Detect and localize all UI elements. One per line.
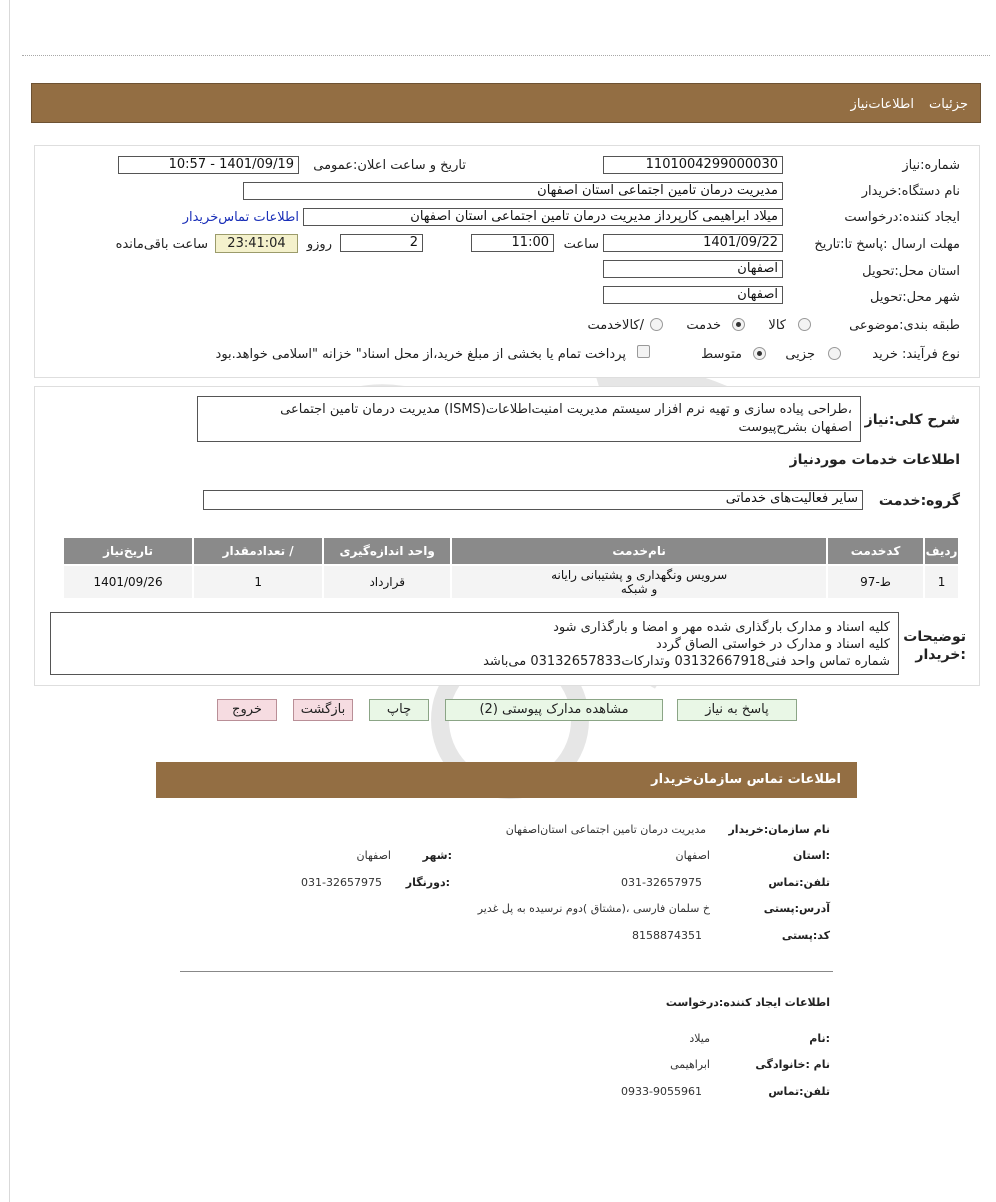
need-number-field: 1101004299000030 bbox=[603, 156, 783, 174]
service-group-label: گروه:خدمت bbox=[878, 493, 960, 509]
cell-name bbox=[451, 565, 827, 599]
category-label: طبقه بندی:موضوعی bbox=[849, 318, 960, 333]
service-group-field: سایر فعالیت‌های خدماتی bbox=[203, 490, 863, 510]
view-attachments-button[interactable]: مشاهده مدارک پیوستی (2) bbox=[445, 699, 663, 721]
col-date: تاریخ‌نیاز bbox=[63, 537, 193, 565]
buyer-notes-label-line1: توضیحات bbox=[903, 629, 966, 645]
province-label: استان محل:تحویل bbox=[862, 264, 960, 279]
col-name: نام‌خدمت bbox=[451, 537, 827, 565]
top-divider bbox=[22, 55, 990, 56]
need-info-panel bbox=[34, 145, 980, 378]
creator-label: ایجاد کننده:درخواست bbox=[844, 210, 960, 225]
buyer-org-field: مدیریت درمان تامین اجتماعی استان اصفهان bbox=[243, 182, 783, 200]
org-name-label: نام سازمان:خریدار bbox=[728, 823, 830, 836]
contact-postal-value: 8158874351 bbox=[632, 929, 702, 942]
creator-info-title: اطلاعات ایجاد کننده:درخواست bbox=[665, 996, 830, 1009]
deadline-label: مهلت ارسال :پاسخ تا:تاریخ bbox=[814, 237, 960, 252]
radio-medium[interactable] bbox=[753, 347, 766, 360]
radio-goods-service[interactable] bbox=[650, 318, 663, 331]
print-button[interactable]: چاپ bbox=[369, 699, 429, 721]
exit-button[interactable]: خروج bbox=[217, 699, 277, 721]
tab-details[interactable]: جزئیات bbox=[929, 97, 968, 112]
buyer-notes-box bbox=[50, 612, 899, 675]
deadline-time-label: ساعت bbox=[563, 237, 599, 252]
cell-row: 1 bbox=[924, 565, 959, 599]
buyer-org-label: نام دستگاه:خریدار bbox=[861, 184, 960, 199]
table-header-row bbox=[63, 537, 959, 565]
contact-phone-value: 031-32657975 bbox=[621, 876, 702, 889]
cell-code: ط-97 bbox=[827, 565, 924, 599]
buyer-note-line2: کلیه اسناد و مدارک در خواستی الصاق گردد bbox=[656, 637, 890, 652]
buyer-notes-label-line2: :خریدار bbox=[915, 647, 966, 663]
buyer-contact-title: اطلاعات تماس سازمان‌خریدار bbox=[651, 772, 841, 787]
details-header-bar bbox=[31, 83, 981, 123]
summary-label: شرح کلی:نیاز bbox=[864, 412, 960, 428]
contact-city-value: اصفهان bbox=[356, 849, 391, 862]
announce-datetime-field: 1401/09/19 - 10:57 bbox=[118, 156, 299, 174]
province-field: اصفهان bbox=[603, 260, 783, 278]
contact-city-label: :شهر bbox=[422, 849, 452, 862]
creator-name-label: :نام bbox=[809, 1032, 830, 1045]
reply-button[interactable]: پاسخ به نیاز bbox=[677, 699, 797, 721]
cell-name-line2: و شبکه bbox=[620, 582, 658, 596]
contact-postal-label: کد:پستی bbox=[781, 929, 830, 942]
days-label: روزو bbox=[306, 237, 332, 252]
creator-field: میلاد ابراهیمی کارپرداز مدیریت درمان تامین اجتماعی استان اصفهان bbox=[303, 208, 783, 226]
cell-unit: قرارداد bbox=[323, 565, 451, 599]
table-row bbox=[63, 565, 959, 599]
contact-fax-value: 031-32657975 bbox=[301, 876, 382, 889]
tab-need-info[interactable]: اطلاعات‌نیاز bbox=[850, 97, 914, 112]
treasury-payment-checkbox[interactable] bbox=[637, 345, 650, 358]
radio-goods-label: کالا bbox=[768, 318, 786, 333]
col-unit: واحد اندازه‌گیری bbox=[323, 537, 451, 565]
buyer-contact-header-bar bbox=[156, 762, 857, 798]
city-field: اصفهان bbox=[603, 286, 783, 304]
contact-address-label: آدرس:پستی bbox=[763, 902, 830, 915]
cell-qty: 1 bbox=[193, 565, 323, 599]
summary-text-line1: ،طراحی پیاده سازی و تهیه نرم افزار سیستم مدیریت امنیت‌اطلاعات(ISMS) مدیریت درمان تامین اجتماعی bbox=[280, 402, 852, 417]
summary-textbox bbox=[197, 396, 861, 442]
cell-name-line1: سرویس ونگهداری و پشتیبانی رایانه bbox=[551, 568, 728, 582]
remaining-label: ساعت باقی‌مانده bbox=[115, 237, 208, 252]
buyer-note-line3: شماره تماس واحد فنی03132667918 وتدارکات03132657833 می‌باشد bbox=[483, 654, 890, 669]
days-field: 2 bbox=[340, 234, 423, 252]
page-left-border bbox=[9, 0, 10, 1202]
col-code: کدخدمت bbox=[827, 537, 924, 565]
services-table bbox=[62, 536, 960, 600]
countdown-timer: 23:41:04 bbox=[215, 234, 298, 253]
back-button[interactable]: بازگشت bbox=[293, 699, 353, 721]
services-section-title: اطلاعات خدمات موردنیاز bbox=[789, 452, 960, 468]
col-row: ردیف bbox=[924, 537, 959, 565]
cell-date: 1401/09/26 bbox=[63, 565, 193, 599]
creator-family-value: ابراهیمی bbox=[670, 1058, 710, 1071]
org-name-value: مدیریت درمان تامین اجتماعی استان‌اصفهان bbox=[505, 823, 706, 836]
deadline-date-field: 1401/09/22 bbox=[603, 234, 783, 252]
col-qty: / تعدادمقدار bbox=[193, 537, 323, 565]
creator-phone-label: تلفن:تماس bbox=[768, 1085, 830, 1098]
radio-goods[interactable] bbox=[798, 318, 811, 331]
contact-province-label: :استان bbox=[793, 849, 830, 862]
contact-province-value: اصفهان bbox=[675, 849, 710, 862]
treasury-payment-label: پرداخت تمام یا بخشی از مبلغ خرید،از محل اسناد" خزانه "اسلامی خواهد.بود bbox=[215, 347, 626, 362]
buyer-note-line1: کلیه اسناد و مدارک بارگذاری شده مهر و امضا و بارگذاری شود bbox=[553, 620, 890, 635]
process-type-label: نوع فرآیند: خرید bbox=[872, 347, 960, 362]
contact-phone-label: تلفن:تماس bbox=[768, 876, 830, 889]
radio-medium-label: متوسط bbox=[701, 347, 742, 362]
radio-goods-service-label: /کالاخدمت bbox=[587, 318, 644, 333]
deadline-time-field: 11:00 bbox=[471, 234, 554, 252]
creator-family-label: نام :خانوادگی bbox=[755, 1058, 830, 1071]
contact-address-value: خ سلمان فارسی ،(مشتاق )دوم نرسیده به پل غدیر bbox=[477, 902, 710, 915]
need-number-label: شماره:نیاز bbox=[902, 158, 960, 173]
city-label: شهر محل:تحویل bbox=[870, 290, 960, 305]
radio-minor-label: جزیی bbox=[785, 347, 815, 362]
creator-phone-value: 0933-9055961 bbox=[621, 1085, 702, 1098]
radio-service[interactable] bbox=[732, 318, 745, 331]
summary-text-line2: اصفهان بشرح‌پیوست bbox=[738, 420, 852, 435]
buyer-contact-link[interactable]: اطلاعات تماس‌خریدار bbox=[182, 210, 299, 225]
radio-service-label: خدمت bbox=[686, 318, 721, 333]
buyer-notes-label bbox=[903, 628, 966, 664]
creator-name-value: میلاد bbox=[689, 1032, 710, 1045]
contact-fax-label: :دورنگار bbox=[405, 876, 450, 889]
contact-separator bbox=[180, 971, 833, 972]
radio-minor[interactable] bbox=[828, 347, 841, 360]
announce-label: تاریخ و ساعت اعلان:عمومی bbox=[313, 158, 466, 173]
